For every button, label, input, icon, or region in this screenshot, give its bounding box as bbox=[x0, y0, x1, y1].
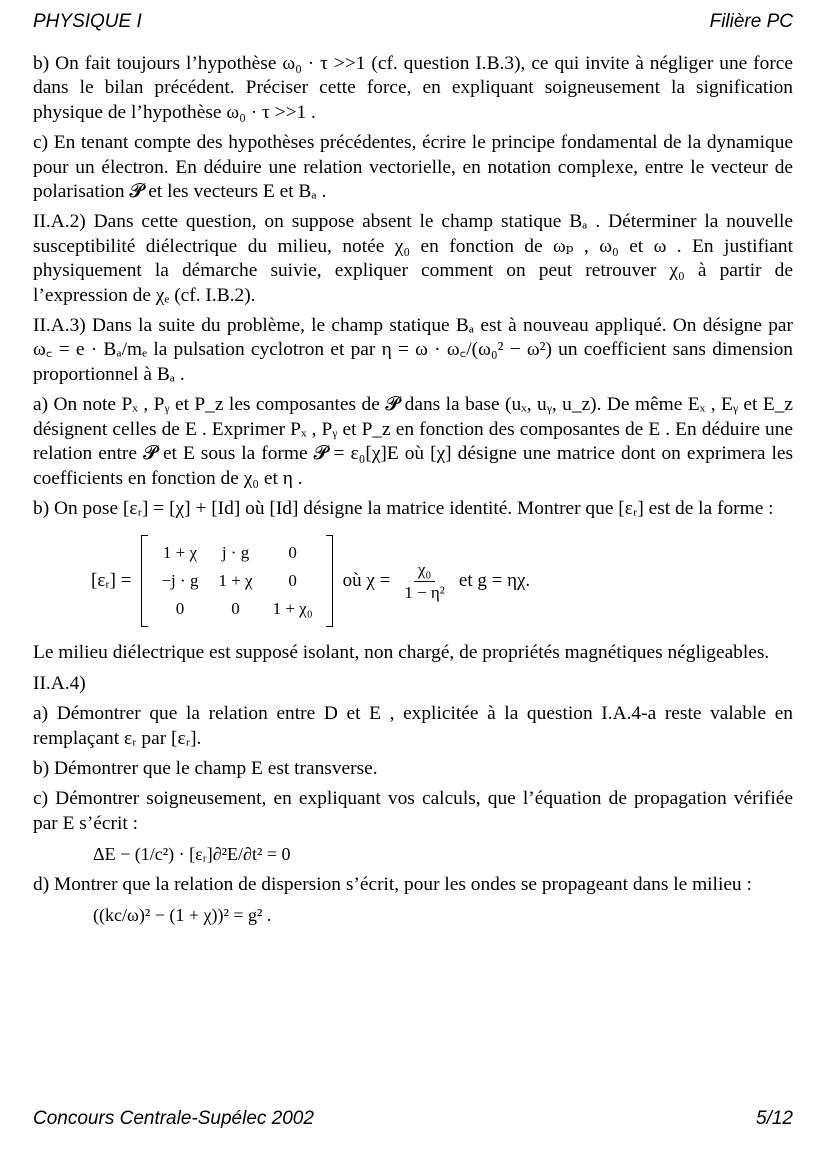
matrix-cell: 1 + χ bbox=[218, 571, 253, 591]
paragraph-a-components: a) On note Pₓ , Pᵧ et P_z les composantes de 𝓟 dans la base (uₓ, uᵧ, u_z). De même Eₓ , Eᵧ et E_z désignent celles de E . Exprimer Pₓ , Pᵧ et P_z en fonction des composantes de E . En déduire une relation entre 𝓟 et E sous la forme 𝓟 = ε₀[χ]E où [χ] désigne une matrice dont on exprimera les coefficients en fonction de χ₀ et η . bbox=[33, 394, 793, 489]
section-IIA4: II.A.4) bbox=[33, 672, 86, 694]
paragraph-IIA2: II.A.2) Dans cette question, on suppose absent le champ statique Bₐ . Déterminer la nouvelle susceptibilité diélectrique du milieu, notée χ₀ en fonction de ωₚ , ω₀ et ω . En justifiant physiquement la démarche suivie, expliquer comment on peut retrouver χ₀ à partir de l’expression de χₑ (cf. I.B.2). bbox=[33, 211, 793, 306]
paragraph-b-transverse: b) Démontrer que le champ E est transverse. bbox=[33, 757, 378, 779]
header-subject: PHYSIQUE I bbox=[33, 11, 142, 32]
matrix-equation bbox=[91, 535, 793, 627]
paragraph-medium: Le milieu diélectrique est supposé isolant, non chargé, de propriétés magnétiques négligeables. bbox=[33, 642, 770, 664]
paragraph-d-dispersion: d) Montrer que la relation de dispersion s’écrit, pour les ondes se propageant dans le milieu : bbox=[33, 873, 752, 895]
matrix-cell: j · g bbox=[221, 543, 250, 563]
propagation-equation: ΔE − (1/c²) · [εᵣ]∂²E/∂t² = 0 bbox=[93, 844, 291, 865]
header-track: Filière PC bbox=[709, 11, 793, 32]
chi-definition-label: où χ = bbox=[342, 570, 391, 592]
paragraph-b-epsilon: b) On pose [εᵣ] = [χ] + [Id] où [Id] désigne la matrice identité. Montrer que [εᵣ] est de la forme : bbox=[33, 497, 774, 519]
matrix-cell: 0 bbox=[231, 599, 240, 619]
paragraph-b-force: b) On fait toujours l’hypothèse ω₀ · τ >>1 (cf. question I.B.3), ce qui invite à négliger une force dans le bilan précédent. Préciser cette force, en expliquant soigneusement la signification physique de l’hypothèse ω₀ · τ >>1 . bbox=[33, 53, 793, 123]
chi-fraction-denominator: 1 − η² bbox=[404, 582, 445, 602]
footer-contest: Concours Centrale-Supélec 2002 bbox=[33, 1108, 314, 1129]
paragraph-a-D-E: a) Démontrer que la relation entre D et E , explicitée à la question I.A.4-a reste valable en remplaçant εᵣ par [εᵣ]. bbox=[33, 703, 793, 749]
dispersion-equation: ((kc/ω)² − (1 + χ))² = g² . bbox=[93, 904, 272, 925]
paragraph-IIA3: II.A.3) Dans la suite du problème, le champ statique Bₐ est à nouveau appliqué. On désigne par ω꜀ = e · Bₐ/mₑ la pulsation cyclotron et par η = ω · ω꜀/(ω₀² − ω²) un coefficient sans dimension proportionnel à Bₐ . bbox=[33, 315, 793, 385]
matrix-cell: 1 + χ bbox=[162, 543, 198, 563]
matrix-cell: −j · g bbox=[161, 571, 199, 591]
chi-fraction-numerator: χ₀ bbox=[414, 559, 435, 582]
g-definition: et g = ηχ. bbox=[458, 570, 531, 592]
matrix-cell: 0 bbox=[175, 599, 185, 619]
chi-fraction bbox=[400, 559, 449, 604]
paragraph-c-propagation: c) Démontrer soigneusement, en expliquant vos calculs, que l’équation de propagation vérifiée par E s’écrit : bbox=[33, 788, 793, 834]
matrix-cell: 0 bbox=[288, 543, 297, 563]
matrix-cell: 1 + χ₀ bbox=[272, 599, 313, 619]
epsilon-matrix bbox=[141, 535, 332, 627]
footer-page-number: 5/12 bbox=[756, 1108, 793, 1129]
matrix-lhs: [εᵣ] = bbox=[91, 570, 132, 592]
paragraph-c-dynamics: c) En tenant compte des hypothèses précédentes, écrire le principe fondamental de la dynamique pour un électron. En déduire une relation vectorielle, en notation complexe, entre le vecteur de polarisation 𝓟 et les vecteurs E et Bₐ . bbox=[33, 132, 793, 203]
matrix-cell: 0 bbox=[288, 571, 297, 591]
page-body bbox=[33, 52, 793, 933]
